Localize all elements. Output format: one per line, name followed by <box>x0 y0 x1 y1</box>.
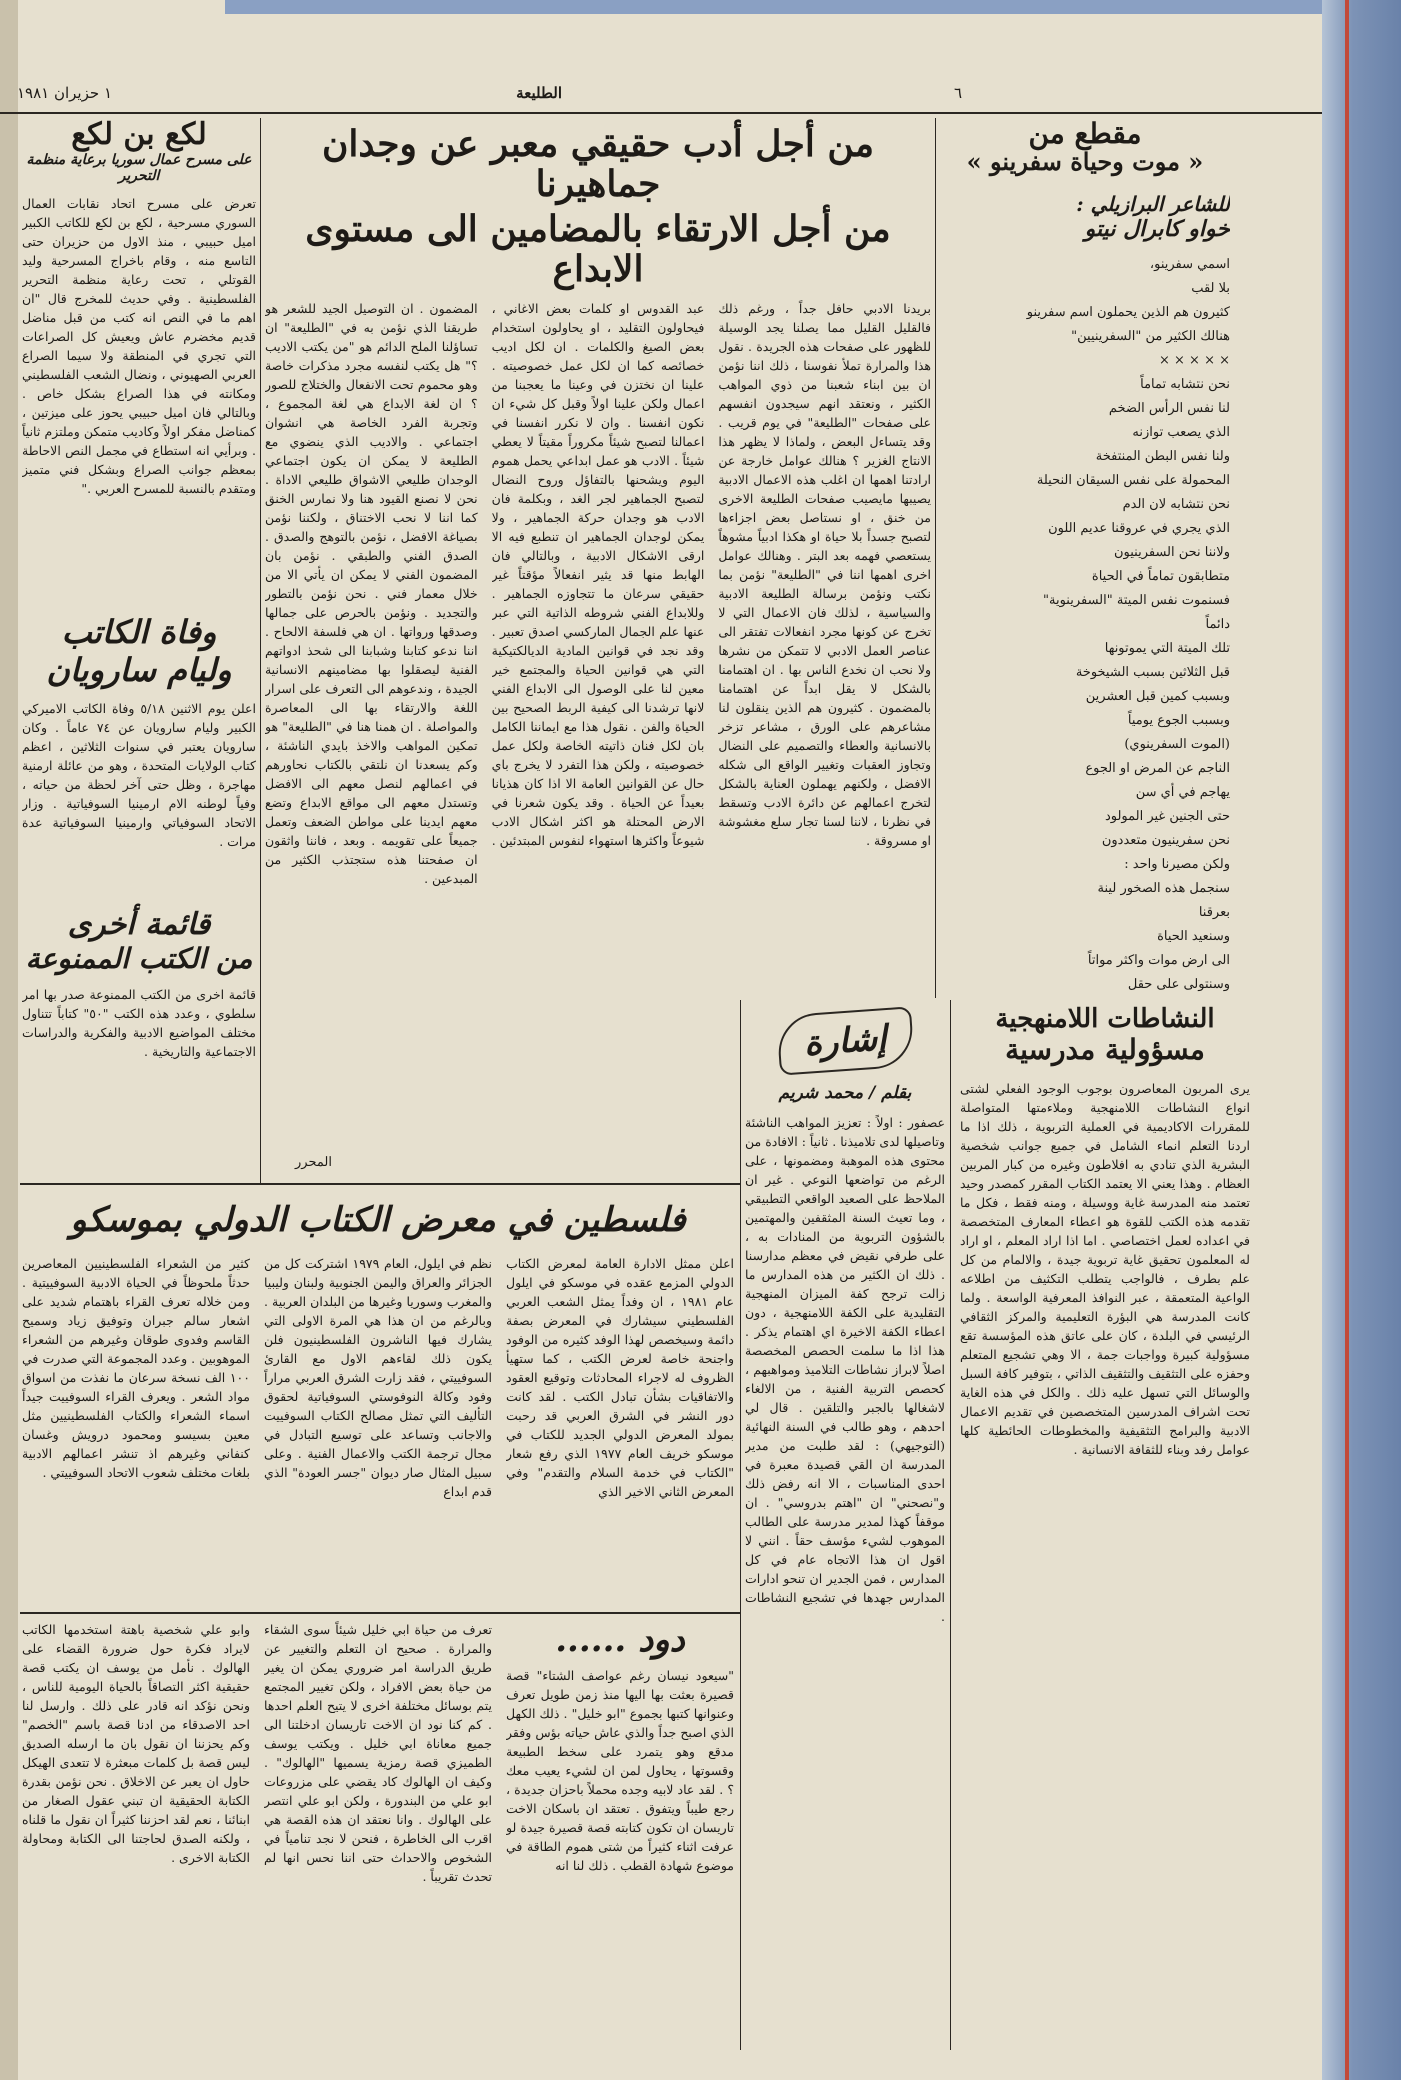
masthead-rule <box>0 112 1322 114</box>
poem-line: وسنعيد الحياة <box>1157 929 1230 945</box>
ishara-text: عصفور : اولاً : تعزيز المواهب الناشئة وتاصيلها لدى تلاميذنا . ثانياً : الافادة من محتوى هذه الموهبة ومضمونها ، على الرغم من تواضعها النوعي . غير ان الملاحظ على الصعيد الواقعي التطبيقي ، وما تعيث السنة المثقفين والمهتمين بالشؤون التربوية من المنادات به ، على طرفي نقيض في معظم مدارسنا . ذلك ان الكثير من هذه المدارس ما زالت ترجح كفة الميزان المنهجية التقليدية على الكفة اللامنهجية ، دون اعطاء الكفة الاخيرة اي اهتمام يذكر . هذا اذا ما سلمت الحصص المخصصة اصلاً لابراز نشاطات التلاميذ ومواهبهم ، كحصص التربية الفنية ، من الالغاء لاشغالها بالجبر والتلقين . قال لي احدهم ، وهو طالب في السنة النهائية (التوجيهي) : لقد طلبت من مدير المدرسة ان القي قصيدة معبرة في احدى المناسبات ، الا انه رفض ذلك و"نصحني" ان "اهتم بدروسي" . ان موقفاً كهذا لمدير مدرسة على الطالب الموهوب لشيء مؤسف حقاً . انني لا اقول ان هذا الاتجاه عام في كل المدارس ، فمن الجدير ان تنحو ادارات المدارس جهدها في تشجيع النشاطات . <box>745 1115 945 1624</box>
poem-line: نحن نتشابه لان الدم <box>1122 497 1230 513</box>
poem-line: اسمي سفرينو، <box>1149 257 1230 273</box>
banned-title-1: قائمة أخرى <box>67 906 211 942</box>
poem-lines <box>940 254 1230 993</box>
editorial-headline-1: من أجل أدب حقيقي معبر عن وجدان جماهيرنا <box>321 123 875 206</box>
obituary-title-2: وليام سارويان <box>46 650 232 689</box>
page-edge <box>0 0 18 2080</box>
moscow-column-1: اعلن ممثل الادارة العامة لمعرض الكتاب الدولي المزمع عقده في موسكو في ايلول عام ١٩٨١ ، ان وفداً يمثل الشعب العربي الفلسطيني سيشارك في المعرض بصفة دائمة وسيخصص لهذا الوفد كثيره من الوفود واجنحة خاصة لعرض الكتب ، كما ستهيأ الظروف له لاجراء المحادثات وتوقيع العقود والاتفاقيات بشأن تبادل الكتب . لقد كانت دور النشر في الشرق العربي قد رحبت بمولد المعرض الدولي الجديد للكتاب في موسكو خريف العام ١٩٧٧ الذي رفع شعار "الكتاب في خدمة السلام والتقدم" وفي المعرض الثاني الاخير الذي <box>506 1256 734 1499</box>
poem-box <box>940 118 1230 993</box>
editorial-signature: المحرر <box>295 1155 332 1170</box>
poem-line: دائماً <box>1205 617 1230 633</box>
poem-line: نحن نتشابه تماماً <box>1140 377 1230 393</box>
poem-line: حتى الجنين غير المولود <box>1104 809 1230 825</box>
poem-poet-label: للشاعر البرازيلي : <box>1076 192 1230 217</box>
play-subtitle: على مسرح عمال سوريا برعاية منظمة التحرير <box>26 151 252 184</box>
poem-line: قبل الثلاثين بسبب الشيخوخة <box>1075 665 1230 681</box>
curricular-article <box>960 1005 1250 2045</box>
poem-line: سنجمل هذه الصخور لينة <box>1097 881 1230 897</box>
poem-line: الذي يصعب توازنه <box>1132 425 1230 441</box>
dood-article <box>22 1620 734 2050</box>
obituary-title-1: وفاة الكاتب <box>61 612 217 651</box>
play-title: لكع بن لكع <box>71 118 207 152</box>
moscow-column-3: كثير من الشعراء الفلسطينيين المعاصرين حدثاً ملحوظاً في الحياة الادبية السوفييتية . ومن خلاله تعرف القراء باهتمام شديد على اشعار سالم جبران وتوفيق زياد وسميح القاسم وفدوى طوقان وغيرهم من الشعراء الموهوبين . وعدد المجموعة التي صدرت في ١٠٠ الف نسخة سرعان ما نفذت من اسواق مواد الشعر . ويعرف القراء السوفييت جيداً اسماء الشعراء والكتاب الفلسطينيين مثل معين بسيسو ومحمود درويش وغسان كنفاني وغيرهم اذ تنشر اعمالهم الادبية بلغات مختلف شعوب الاتحاد السوفييتي . <box>22 1256 250 1480</box>
poem-line: بلا لقب <box>1191 281 1230 297</box>
column-rule-left <box>260 118 261 1183</box>
ishara-byline: بقلم / محمد شريم <box>778 1083 912 1103</box>
editorial-headline-2: من أجل الارتقاء بالمضامين الى مستوى الابداع <box>305 207 891 290</box>
poem-line: (الموت السفرينوي) <box>1124 737 1230 753</box>
dood-title: دود ...... <box>555 1620 685 1660</box>
poem-line: فسنموت نفس الميتة "السفرينوية" <box>1043 593 1230 609</box>
poem-line: وبسبب الجوع يومياً <box>1127 713 1230 729</box>
dood-column-1: "سيعود نيسان رغم عواصف الشتاء" قصة قصيرة بعثت بها اليها منذ زمن طويل تعرف وعنوانها كتبها بجموع "ابو خليل" . ذلك الكهل الذي اصبح جداً والذي عاش حياته بؤس وفقر مدقع وهو يتمرد على سخط الطبيعة وقسوتها ، يحاول لمن ان لشيء يعيب معك ؟ . لقد عاد لابيه وجده محملاً باحزان جديدة ، رجع طيباً ويتفوق . تعتقد ان باسكان الاخت تاريسان ان تكون كتابته قصة قصيرة جيدة لو عرفت اثناء كثيراً من شتى هموم الطاقة في موضوع شهادة القطب . ذلك لنا انه <box>506 1668 734 1873</box>
page-number: ٦ <box>953 84 962 102</box>
poem-line: ولكن مصيرنا واحد : <box>1124 857 1230 873</box>
poem-line: الناجم عن المرض او الجوع <box>1085 761 1230 777</box>
poem-line: الى ارض موات واكثر مواتاً <box>1087 953 1230 969</box>
obituary-text: اعلن يوم الاثنين ٥/١٨ وفاة الكاتب الاميركي الكبير وليام سارويان عن ٧٤ عاماً . وكان سارويان يعتبر في سنوات الثلاثين ، اعظم كتاب الولايات المتحدة ، وهو من عائلة ارمنية مهاجرة ، وظل حتى آخر لحظة من حياته ، وفياً لوطنه الام ارمينيا السوفياتية . وزار الاتحاد السوفياتي وارمينيا السوفياتية عدة مرات . <box>22 700 256 849</box>
moscow-column-2: نظم في ايلول، العام ١٩٧٩ اشتركت كل من الجزائر والعراق واليمن الجنوبية ولبنان وليبيا والمغرب وسوريا وغيرها من البلدان العربية . وبالرغم من ان هذا هي المرة الاولى التي يشارك فيها الناشرون الفلسطينيون فلن يكون ذلك لقاءهم الاول مع القارئ السوفييتي ، فقد زارت الشرق العربي مراراً وفود وكالة النوفوستي السوفياتية لحقوق التأليف التي تمثل مصالح الكتاب السوفييت والاجانب وتساعد على توسيع التبادل في مجال ترجمة الكتب والاعمال الفنية . وعلى سبيل المثال صار ديوان "جسر العودة" الذي قدم ابداع <box>264 1256 492 1499</box>
poem-title-2: « موت وحياة سفرينو » <box>966 147 1204 177</box>
poem-line: تلك الميتة التي يموتونها <box>1104 641 1230 657</box>
poem-line: الذي يجري في عروقنا عديم اللون <box>1048 521 1230 537</box>
moscow-article <box>22 1190 734 1610</box>
masthead <box>0 84 1322 112</box>
column-rule-lower <box>950 1000 951 2050</box>
poem-line: × × × × × <box>1159 353 1230 369</box>
ishara-column <box>745 1005 945 2045</box>
issue-date: ١ حزيران ١٩٨١ <box>16 84 112 102</box>
paper-name: الطليعة <box>516 84 562 102</box>
poem-line: هنالك الكثير من "السفرينيين" <box>1071 329 1230 345</box>
poem-line: متطابقون تماماً في الحياة <box>1091 569 1230 585</box>
banned-text: قائمة اخرى من الكتب الممنوعة صدر بها امر سلطوي ، وعدد هذه الكتب "٥٠" كتاباً تتناول مختلف المواضيع الادبية والفكرية والدراسات الاجتماعية والتاريخية . <box>22 986 256 1059</box>
curricular-title-1: النشاطات اللامنهجية <box>995 1005 1215 1034</box>
editorial-column-3: المضمون . ان التوصيل الجيد للشعر هو طريقنا الذي نؤمن به في "الطليعة" ان تساؤلنا الملح الدائم هو "من يكتب الاديب ؟" هل يكتب لنفسه مجرد مذكرات خاصة وهو محموم تحت الانفعال والختلاج للصور ؟ ان لغة الابداع هي لغة المجموع ، وتجربة الفرد الخاصة هي انشوان اجتماعي . والاديب الذي ينضوي مع الطليعة لا يمكن ان يكون اجتماعي الوجدان طليعي الاشواق طليعي الاداة . نحن لا نصنع القيود هنا ولا نمارس الخنق كما اننا لا نحب الاختناق ، ولكننا نؤمن بصياغة الافضل ، نؤمن بالتوهج والصدق . الصدق الفني والطبقي . نؤمن بان المضمون الفني لا يمكن ان يأتي الا من خلال معمار فني . نحن نؤمن بالتطور والتجديد . ونؤمن بالحرص على جمالها وصدقها ورواتها . ان هي فلسفة الالحاح . اننا ندعو كتابنا وشبابنا الى شحذ ادواتهم الفنية ليصقلوا بها مضامينهم الانسانية الجيدة ، وندعوهم الى التعرف على اسرار اللغة والارتقاء بها الى المعاصرة والمواصلة . ان همنا هنا في "الطليعة" هو تمكين المواهب والاخذ بايدي الناشئة ، وكم يسعدنا ان نلتقي بالكتاب نحاورهم في اعمالهم لنصل معهم الى الافضل وتستدل معهم الى مواقع الابداع وتضع معهم ايدينا على مواطن الضعف وتعمل جميعاً على تقويمه . وبعد ، فاننا واثقون ان صفحتنا هذه ستجتذب الكثير من المبدعين . <box>265 301 478 887</box>
poem-line: المحمولة على نفس السيقان النحيلة <box>1036 473 1230 489</box>
left-column <box>22 118 256 1178</box>
poem-line: لنا نفس الرأس الضخم <box>1108 401 1230 417</box>
ishara-title: إشارة <box>776 1006 914 1075</box>
poem-line: ولنا نفس البطن المنتفخة <box>1095 449 1230 465</box>
poem-poet-name: خواو كابرال نيتو <box>1084 216 1230 243</box>
poem-line: وبسبب كمين قبل العشرين <box>1085 689 1230 705</box>
column-rule-right <box>935 118 936 998</box>
poem-line: ولاننا نحن السفرينيون <box>1113 545 1230 561</box>
poem-line: يهاجم في أي سن <box>1135 785 1230 801</box>
poem-line: نحن سفرينيون متعددون <box>1101 833 1230 849</box>
section-rule-lower <box>20 1612 740 1614</box>
poem-title-1: مقطع من <box>1028 118 1142 150</box>
binder-spine <box>1320 0 1401 2080</box>
column-rule-ishara <box>740 1000 741 2050</box>
play-text: تعرض على مسرح اتحاد نقابات العمال السوري مسرحية ، لكع بن لكع للكاتب الكبير اميل حبيبي ، منذ الاول من حزيران حتى التاسع منه ، وقام باخراج المسرحية وليد القوتلي ، تحت رعاية منظمة التحرير الفلسطينية . وفي حديث للمخرج قال "ان اهم ما في النص انه كتب من قبل مناضل قديم مخضرم عاش ويعيش كل الصراعات التي تجري في المنطقة ولا سيما الصراع العربي الصهيوني ، ونضال الشعب الفلسطيني ومكانته في هذا الصراع بشكل خاص . وبالتالي فان اميل حبيبي يحوز على ميزتين ، كمناضل مفكر اولاً وكاديب متمكن وملتزم ثانياً . وبرأيي انه استطاع في مجمل النص الاحاطة بمعظم جوانب الصراع وبشكل فني متميز ومتقدم بالنسبة للمسرح العربي ." <box>22 195 256 496</box>
binder-stripe <box>1345 0 1349 2080</box>
curricular-title-2: مسؤولية مدرسية <box>1005 1033 1205 1067</box>
dood-column-3: وابو علي شخصية باهتة استخدمها الكاتب لايراد فكرة حول ضرورة القضاء على الهالوك . نأمل من يوسف ان يكتب قصة حقيقية اكثر التصاقاً بالحياة اليومية للناس ، ونحن نؤكد انه قادر على ذلك . وارسل لنا احد الاصدقاء من ادنا قصة باسم "الخصم" وكم يحزننا ان نقول بان ما ارسله الصديق ليس قصة بل كلمات مبعثرة لا تتعدى الهيكل حاول ان يعبر عن الاخلاق . نحن نؤمن بقدرة الكتابة الحقيقية ان تبني عقول الصغار من ابنائنا ، نعم لقد احزننا كثيراً ان نقول ما قلناه ، ولكنه الصدق لحاجتنا الى الكتابة ومحاولة الكتابة الاخرى . <box>22 1622 250 1865</box>
curricular-text: يرى المربون المعاصرون بوجوب الوجود الفعلي لشتى انواع النشاطات اللامنهجية وملاءمتها المتواصلة للمقررات الاكاديمية في العملية التربوية ، ذلك اذا ما اردنا التعلم انماء الشامل في جميع جوانب شخصية البشرية الذي تنادي به افلاطون وغيره من كبار المربين العظام . وهذا يعني الا يعتمد الكتاب المقرر كمصدر وحيد تعتمد منه المدرسة غاية ووسيلة ، ومنه فقط ، فكل ما تقدمه هذه الكتب للقوة هو اعطاء المعارف المتخصصة في اعداده لعمل اختصاصي . اما اذا اراد المعلم ، او اراد له المعلمون تحقيق غاية تربوية جيدة ، والالمام من كل علم بطرف ، فالواجب يتطلب التكثيف من اطلاعه الواعية المتعمقة ، عبر النوافذ المعرفية الواسعة . ولما كانت المدرسة هي البؤرة التعليمية والمركز الثقافي الرئيسي في البلدة ، كان على عاتق هذه المؤسسة تقع مسؤولية كبيرة وواجبات جمة ، الا وهي تشجيع المتعلم وحفزه على التثقيف والتثقيف الذاتي ، بتوفير كافة السبل والوسائل التي تسهل عليه ذلك . والكل في هذه الغاية تحت اشراف المدرسين المتخصصين في تقديم الاعمال الادبية والبرامج التثقيفية والمخطوطات الحائطية كلها عوامل رفد وبناء للثقافة الانسانية . <box>960 1081 1250 1458</box>
section-rule-middle <box>20 1183 740 1185</box>
top-binding-strip <box>225 0 1322 14</box>
moscow-headline: فلسطين في معرض الكتاب الدولي بموسكو <box>70 1200 686 1240</box>
editorial-column-1: بريدنا الادبي حافل جداً ، ورغم ذلك فالقليل القليل مما يصلنا يجد الوسيلة للظهور على صفحات هذه الجريدة . نقول هذا والمرارة تملأ نفوسنا ، ذلك اننا نؤمن ان بين ابناء شعبنا من ذوي المواهب الكثير ، ونعتقد انهم سيجدون انفسهم على صفحات "الطليعة" في يوم قريب . وقد يتساءل البعض ، ولماذا لا يظهر هذا الانتاج الغزير ؟ هنالك عوامل خارجة عن ارادتنا اهمها ان اغلب هذه الاعمال الادبية يصيبها مايصيب صفحات الطليعة الاخرى من خنق ، او نستاصل بعض اجزاءها لتصبح جسداً بلا حياة او هكذا ادبياً مشوهاً يستعصي فهمه بعد البتر . وهنالك عوامل اخرى اهمها اننا في "الطليعة" نؤمن بما نكتب ونؤمن برسالة الطليعة الادبية والسياسية ، لذلك فان الاعمال التي لا تخرج عن كونها مجرد انفعالات تفتقر الى عناصر العمل الادبي لا تتمكن من نشرها ولا نحب ان نخدع الناس بها . ان اهتمامنا بالشكل لا يقل ابداً عن اهتمامنا بالمضمون . كثيرون هم الذين ينقلون لنا مشاعرهم على الورق ، مشاعر تزخر بالانسانية والعطاء والتصميم على النضال وتجاوز العقبات وتغيير الواقع الى شكله الافضل ، ولكنهم يهملون العناية بالشكل لتخرج اعمالهم عن دائرة الادب وتسقط في نظرنا ، لاننا لسنا تجار سلع مغشوشة او مسروقة . <box>718 301 931 849</box>
poem-line: وسنتولى على حقل <box>1127 977 1230 993</box>
banned-title-2: من الكتب الممنوعة <box>25 941 253 975</box>
poem-line: كثيرون هم الذين يحملون اسم سفرينو <box>1026 305 1230 321</box>
poem-line: بعرقنا <box>1198 905 1230 921</box>
editorial-column-2: عبد القدوس او كلمات بعض الاغاني ، فيحاولون التقليد ، او يحاولون استخدام بعض الصيغ والكلمات . ان لكل اديب خصائصه كما ان لكل عمل خصوصيته . علينا ان نختزن في وعينا ما يعجبنا من اعمال ولكن علينا اولاً وقبل كل شيء ان نكون انفسنا . وان لا نكرر انفسنا في اعمالنا لتصبح شيئاً مكروراً مقيتاً لا يعطي شيئاً . الادب هو عمل ابداعي يحمل هموم اليوم ويشحنها بالتفاؤل وروح النضال لتصبح الجماهير لجر الغد ، وبكلمة فان الادب هو وجدان حركة الجماهير ، ولا يمكن لوجدان الجماهير ان تنطبع فيه الا ارقى الاشكال الادبية ، وبالتالي فان الهابط منها قد يثير انفعالاً مؤقتاً غير حقيقي سرعان ما تتجاوزه الجماهير . وللابداع الفني شروطه الذاتية التي عبر عنها علم الجمال الماركسي اصدق تعبير . وقد نجد في قوانين المادية الديالكتيكية التي هي قوانين الحياة والمجتمع خير معين لنا على الوصول الى الابداع الفني لانها ترشدنا الى كيفية الربط الصحيح بين الحياة والفن . نقول هذا مع ايماننا الكامل بان لكل فنان ذاتيته الخاصة ولكل عمل خصوصيته ، ولكن هذا التفرد لا يخرج باي حال عن القوانين العامة الا اذا كان هذيانا بعيداً عن الحياة . وقد يكون شعرنا في الارض المحتلة هو اكثر اشكال الادب شيوعاً واكثرها استهواء لنفوس المبتدئين . <box>491 301 705 849</box>
dood-column-2: تعرف من حياة ابي خليل شيئاً سوى الشقاء والمرارة . صحيح ان التعلم والتغيير عن طريق الدراسة امر ضروري يمكن ان يغير من حياة بعض الافراد ، ولكن تغيير المجتمع يتم بوسائل مختلفة اخرى لا يتيح العلم احدها . كم كنا نود ان الاخت تاريسان ادخلتنا الى جميع معاناة ابي خليل . ويكتب يوسف الطميزي قصة رمزية يسميها "الهالوك" . وكيف ان الهالوك كاد يقضي على مزروعات ابو علي من البندورة ، ولكن ابو علي انتصر على الهالوك . وانا نعتقد ان هذه القصة هي اقرب الى الخاطرة ، فنحن لا نجد تنامياً في الشخوص والاحداث حتى اننا نحس انها لم تحدث تقريباً . <box>264 1622 492 1884</box>
